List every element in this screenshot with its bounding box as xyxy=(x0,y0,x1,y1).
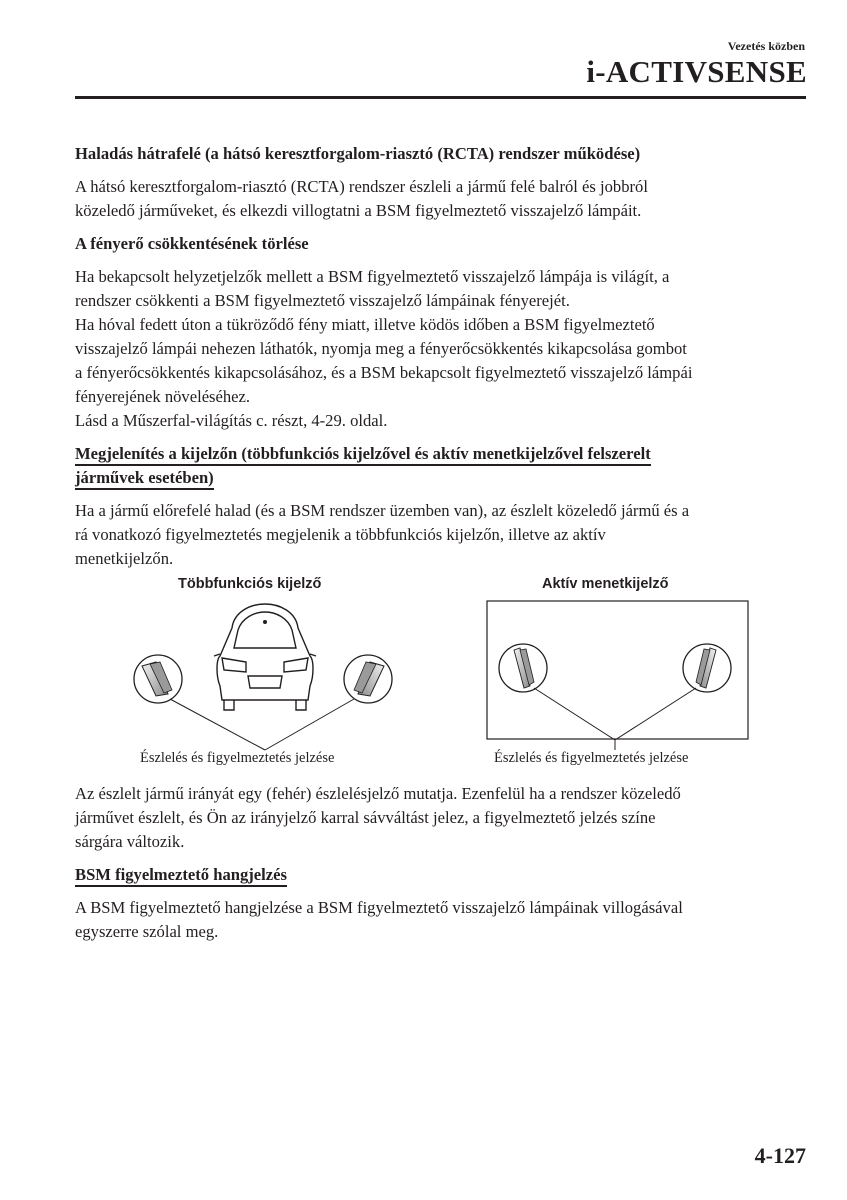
sound-heading-wrap xyxy=(75,863,815,887)
display-text-line: rá vonatkozó figyelmeztetés megjelenik a többfunkciós kijelzőn, illetve az aktív xyxy=(75,525,606,544)
active-display-label: Aktív menetkijelző xyxy=(542,576,669,592)
direction-text-line: Az észlelt jármű irányát egy (fehér) észlelésjelző mutatja. Ezenfelül ha a rendszer közeledő xyxy=(75,784,681,803)
display-heading xyxy=(75,466,815,490)
active-display-illustration xyxy=(486,600,749,740)
display-heading xyxy=(75,442,815,466)
sound-text-line: A BSM figyelmeztető hangjelzése a BSM figyelmeztető visszajelző lámpáinak villogásával xyxy=(75,898,683,917)
lower-content xyxy=(75,782,815,944)
rcta-text-line: közeledő járműveket, és elkezdi villogtatni a BSM figyelmeztető visszajelző lámpáit. xyxy=(75,201,642,220)
rcta-text-line: A hátsó keresztforgalom-riasztó (RCTA) rendszer észleli a jármű felé balról és jobbról xyxy=(75,177,648,196)
page-number: 4-127 xyxy=(754,1143,806,1168)
display-heading-line: Megjelenítés a kijelzőn (többfunkciós kijelzővel és aktív menetkijelzővel felszerelt xyxy=(75,444,651,466)
multi-display-label: Többfunkciós kijelző xyxy=(178,576,322,592)
section-title: i-ACTIVSENSE xyxy=(586,54,807,89)
right-warning-indicator-icon xyxy=(344,655,392,703)
car-rear-icon xyxy=(214,604,316,710)
direction-text-line: sárgára változik. xyxy=(75,832,185,851)
dimmer-text-line: rendszer csökkenti a BSM figyelmeztető visszajelző lámpáinak fényerejét. xyxy=(75,291,570,310)
left-warning-indicator-icon xyxy=(134,655,182,703)
dimmer-text-line: Ha hóval fedett úton a tükröződő fény miatt, illetve ködös időben a BSM figyelmeztető xyxy=(75,315,655,334)
multi-display-illustration xyxy=(120,596,420,756)
leader-line xyxy=(265,699,354,750)
running-head: Vezetés közben xyxy=(727,39,805,53)
rcta-heading: Haladás hátrafelé (a hátsó keresztforgalom-riasztó (RCTA) rendszer működése) xyxy=(75,144,641,163)
sound-heading: BSM figyelmeztető hangjelzés xyxy=(75,865,287,887)
display-heading-line: járművek esetében) xyxy=(75,468,214,490)
sound-text-line: egyszerre szólal meg. xyxy=(75,922,219,941)
right-warning-indicator-icon xyxy=(683,644,731,692)
multi-display-caption: Észlelés és figyelmeztetés jelzése xyxy=(140,750,335,766)
dimmer-text-line: a fényerőcsökkentés kikapcsolásához, és a BSM bekapcsolt figyelmeztető visszajelző lámpái xyxy=(75,363,693,382)
dimmer-heading: A fényerő csökkentésének törlése xyxy=(75,234,309,253)
active-display-caption: Észlelés és figyelmeztetés jelzése xyxy=(494,750,689,766)
leader-line xyxy=(170,699,265,750)
upper-content xyxy=(75,142,815,571)
left-warning-indicator-icon xyxy=(499,644,547,692)
dimmer-text-line: fényerejének növeléséhez. xyxy=(75,387,251,406)
dimmer-text-line: Lásd a Műszerfal-világítás c. részt, 4-29. oldal. xyxy=(75,411,388,430)
dimmer-text-line: visszajelző lámpái nehezen láthatók, nyomja meg a fényerőcsökkentés kikapcsolása gombot xyxy=(75,339,687,358)
dimmer-text-line: Ha bekapcsolt helyzetjelzők mellett a BSM figyelmeztető visszajelző lámpája is világít, a xyxy=(75,267,670,286)
display-text-line: Ha a jármű előrefelé halad (és a BSM rendszer üzemben van), az észlelt közeledő jármű és a xyxy=(75,501,690,520)
header-rule xyxy=(75,96,806,99)
direction-text-line: járművet észlelt, és Ön az irányjelző karral sávváltást jelez, a figyelmeztető jelzés színe xyxy=(75,808,656,827)
display-text-line: menetkijelzőn. xyxy=(75,549,174,568)
